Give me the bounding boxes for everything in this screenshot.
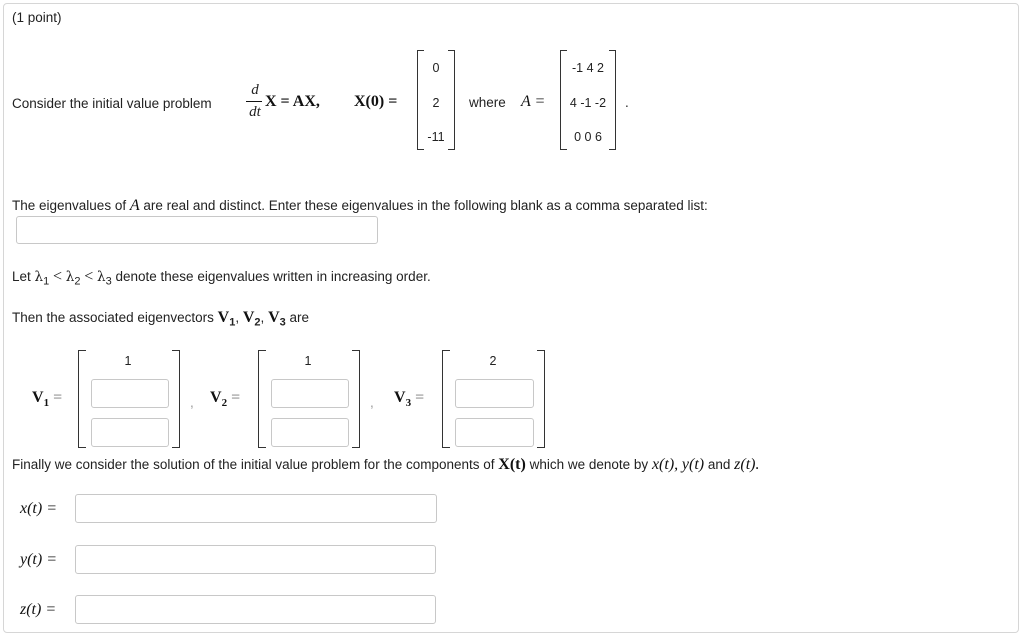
x0-entry-1: 0 xyxy=(432,61,440,75)
v1-entry-2-input[interactable] xyxy=(91,379,169,408)
x0-entry-3: -11 xyxy=(427,130,445,144)
v2-entry-2-input[interactable] xyxy=(271,379,349,408)
v3-left-bracket xyxy=(442,350,450,448)
points-label: (1 point) xyxy=(12,10,62,25)
initial-condition-label: X(0) = xyxy=(354,93,398,110)
v1-entry-3-input[interactable] xyxy=(91,418,169,447)
v1-entry-1: 1 xyxy=(124,354,132,368)
v2-right-bracket xyxy=(352,350,360,448)
eigenvalues-input[interactable] xyxy=(16,216,378,244)
ivp-intro: Consider the initial value problem xyxy=(12,96,212,111)
v3-entry-1: 2 xyxy=(489,354,497,368)
x-of-t-label: x(t) = xyxy=(20,500,57,517)
x-of-t-input[interactable] xyxy=(75,494,437,523)
v2-entry-1: 1 xyxy=(304,354,312,368)
z-of-t-input[interactable] xyxy=(75,595,436,624)
v2-label: $V_2$ = xyxy=(210,389,241,410)
y-of-t-label: y(t) = xyxy=(20,551,57,568)
where-label: where xyxy=(469,95,506,110)
eigenvalue-order-statement: Let $\lambda_1 < \lambda_2 < \lambda_3$ denote these eigenvalues written in increasing order. xyxy=(12,268,431,288)
v1-right-bracket xyxy=(172,350,180,448)
fraction-bar xyxy=(246,101,262,102)
v2-entry-3-input[interactable] xyxy=(271,418,349,447)
matrix-a-row-1: -1 4 2 xyxy=(572,61,604,75)
v-separator-2: , xyxy=(370,395,374,410)
v3-label: $V_3$ = xyxy=(394,389,425,410)
v3-entry-3-input[interactable] xyxy=(455,418,534,447)
v3-entry-2-input[interactable] xyxy=(455,379,534,408)
eigenvectors-statement: Then the associated eigenvectors $V_1$, $V_2$, $V_3$ are xyxy=(12,309,310,329)
y-of-t-input[interactable] xyxy=(75,545,436,574)
derivative-denominator: dt xyxy=(249,104,261,120)
matrix-a-row-3: 0 0 6 xyxy=(574,130,602,144)
v1-label: $V_1$ = xyxy=(32,389,63,410)
matrix-a-row-2: 4 -1 -2 xyxy=(569,96,607,110)
v-separator-1: , xyxy=(190,395,194,410)
period: . xyxy=(625,95,629,110)
ivp-equation: X = AX, xyxy=(265,93,320,110)
z-of-t-label: z(t) = xyxy=(20,601,57,618)
x0-entry-2: 2 xyxy=(432,96,440,110)
derivative-numerator: d xyxy=(251,82,259,98)
matrix-a-label: A = xyxy=(521,93,546,110)
v3-right-bracket xyxy=(537,350,545,448)
solution-statement: Finally we consider the solution of the initial value problem for the components of X(t) which we denote by x(t), y(t) and z(t). xyxy=(12,456,760,473)
eigenvalue-prompt: The eigenvalues of A are real and distinct. Enter these eigenvalues in the following blank as a comma separated list: xyxy=(12,197,708,214)
v1-left-bracket xyxy=(78,350,86,448)
v2-left-bracket xyxy=(258,350,266,448)
